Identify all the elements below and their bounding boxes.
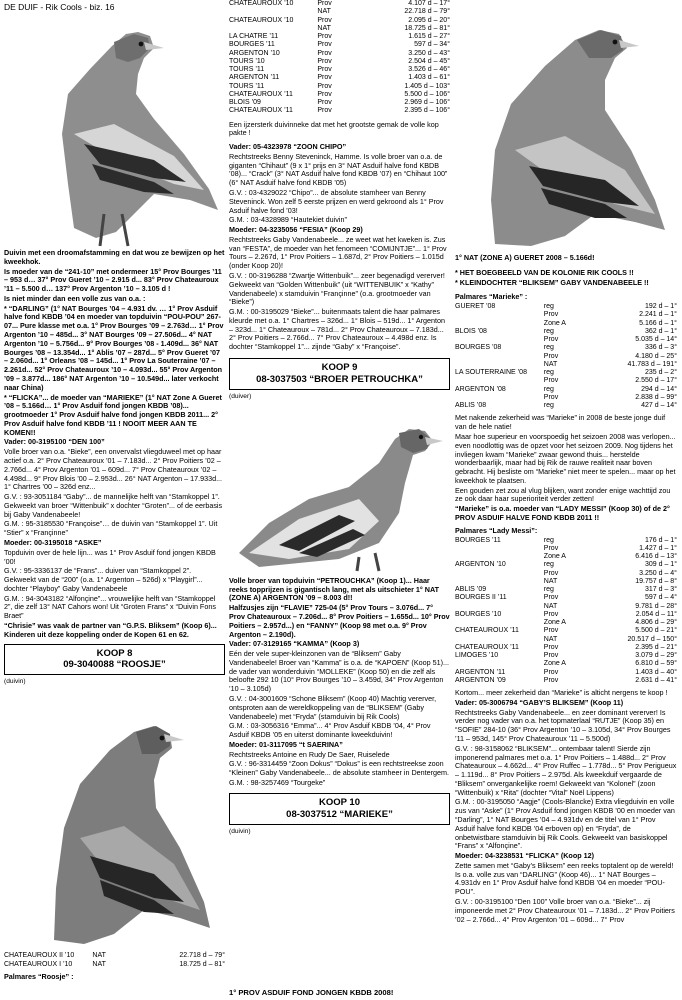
race-name	[455, 394, 544, 402]
race-result: 176 d – 1°	[645, 536, 677, 544]
text-paragraph: Rechtstreeks Antoine en Rudy De Saer, Ruiselede	[229, 749, 390, 759]
race-category: Prov	[317, 74, 332, 82]
result-row	[229, 107, 450, 115]
race-category: Zone A	[543, 660, 566, 668]
race-result: 9.781 d – 28°	[635, 602, 677, 610]
race-name: ARGENTON ’11	[229, 74, 280, 82]
text-paragraph: * HET BOEGBEELD VAN DE KOLONIE RIK COOLS !!	[455, 267, 634, 277]
race-category: Prov	[543, 336, 559, 344]
text-paragraph: Volle broer van topduivin “PETROUCHKA” (Koop 1)... Haar reeks topprijzen is gigantisch lang, met als uitschieter 1° NAT (ZONE A) ARGENTON ’09 – 8.003 d!!	[229, 575, 440, 603]
text-paragraph: G.M. : 94-3043182 “Alfonçine”... vrouwelijke helft van “Stamkoppel 2”, die zelf 13° NAT Cahors won! Uit “Groten Frans” x “Duivin Fons Braet”	[4, 593, 216, 621]
koop9-title: KOOP 9	[321, 362, 358, 374]
race-category: Prov	[317, 16, 332, 24]
race-result: 192 d – 1°	[645, 303, 677, 311]
text-paragraph: Moeder: 01-3117095 “t SAERINA”	[229, 739, 343, 749]
text-paragraph: * KLEINDOCHTER “BLIKSEM” GABY VANDENABEELE !!	[455, 277, 649, 287]
race-result: 4.180 d – 25°	[635, 352, 677, 360]
result-row	[229, 91, 450, 99]
race-result: 2.395 d – 21°	[635, 643, 677, 651]
text-paragraph: Een gouden zet zou al vlug blijken, want zonder enige wachttijd zou ze ook daar haar superioriteit verder zetten!	[455, 485, 671, 504]
text-paragraph: Eén der vele super-kleinzonen van de “Bliksem” Gaby Vandenabeele! Broer van “Kamma” is o.a. de “KAPOEN” (Koop 51)... de vader van wonderduivin “MOLLEKE” (Koop 50) en die zelf als beloofte 292 10 (10° Prov Bourges ’10 – 3.459d, 34° Prov Argenton ’10 – 3.105d)	[229, 649, 449, 694]
result-row	[455, 553, 677, 561]
race-category: Prov	[543, 377, 559, 385]
race-name: BOURGES ’11	[455, 536, 501, 544]
race-category: Prov	[317, 107, 332, 115]
race-result: 235 d – 2°	[645, 369, 677, 377]
text-paragraph: Moeder: 00-3195018 “ASKE”	[4, 538, 102, 547]
result-row	[4, 961, 225, 969]
race-name	[229, 25, 317, 33]
race-category: Prov	[543, 643, 559, 651]
race-result: 317 d – 3°	[645, 586, 677, 594]
race-category: Prov	[543, 668, 559, 676]
text-paragraph: Zette samen met “Gaby’s Bliksem” een reeks toptalent op de wereld! Is o.a. volle zus van “DARLING” (Koop 46)... 1° NAT Bourges – 4.931dv en 1° Prov Asduif halve fond KBDB ’04 en moeder “POU-POU”.	[455, 860, 674, 897]
race-result: 2.838 d – 99°	[635, 393, 677, 401]
result-row	[455, 594, 677, 602]
text-paragraph: Met nakende zekerheid was “Marieke” in 2008 de beste jonge duif van de hele natie!	[455, 413, 666, 432]
result-row	[229, 50, 450, 58]
race-result: 20.517 d – 150°	[627, 635, 677, 643]
text-paragraph: Moeder: 04-3238531 “FLICKA” (Koop 12)	[455, 851, 594, 861]
text-paragraph: G.V. : 98-3158062 “BLIKSEM”... ontembaar talent! Sierde zijn imponerend palmares met o.a. 1° Prov Poitiers – 1.488d... 2° Prov Chateauroux – 4.662d... 4° Prov Ruffec – 1.778d... 5° Prov Perigueux – 1.119d... 8° Prov Poitiers – 2.975d. Als kweekduif vergaarde de “Bliksem” onvergankelijke roem! Gekweekt van “Kolonel” (zoon “Wittenbuik) x “Rita” (dochter “Vital” Noël Lippens)	[455, 743, 677, 797]
race-result: 336 d – 3°	[645, 344, 677, 352]
race-category: reg	[543, 536, 554, 544]
race-name	[455, 578, 544, 586]
text-paragraph: G.M. : 95-3185530 “Françoise”… de duivin van “Stamkoppel 1”. Uit “Stier” x “Françinne”	[4, 519, 218, 538]
race-result: 2.550 d – 17°	[635, 377, 677, 385]
race-name: ARGENTON ’10	[229, 49, 280, 57]
race-name	[455, 603, 544, 611]
race-name	[229, 8, 317, 16]
race-name	[455, 353, 544, 361]
text-paragraph: Rechtstreeks Gaby Vandenabeele... en zeer dominant vererver! Is verder nog vader van o.a. het topmaterlaal “RUTJE” (Koop 35) en “SOFIE” 284-10 (36° Prov Argenton ’10 – 3.105d, 34° Prov Bourges ’11 – 953d, 145° Prov Chateauroux ’11 – 5.500d)	[455, 707, 671, 743]
race-result: 6.810 d – 59°	[635, 660, 677, 668]
result-row	[455, 353, 677, 361]
race-category: Prov	[543, 544, 559, 552]
race-category: Prov	[317, 41, 332, 49]
race-result: 1.403 d – 61°	[408, 74, 450, 82]
column-2	[229, 0, 450, 1000]
text-paragraph: Topduivin over de hele lijn... was 1° Prov Asduif fond jongen KBDB ’00!	[4, 547, 216, 566]
race-name: CHATEAUROUX II ’10	[4, 952, 75, 960]
race-result: 1.403 d – 40°	[635, 668, 677, 676]
text-paragraph: Vader: 07-3129165 “KAMMA” (Koop 3)	[229, 639, 360, 649]
race-name: BLOIS ’08	[455, 327, 487, 335]
race-name	[455, 336, 544, 344]
pigeon-icon	[62, 32, 218, 246]
race-category: Prov	[543, 393, 559, 401]
race-category: Prov	[317, 82, 332, 90]
koop8-subtitle: 09-3040088 “ROOSJE”	[63, 659, 166, 671]
race-category: Prov	[543, 311, 559, 319]
race-result: 2.095 d – 20°	[408, 16, 450, 24]
race-category: NAT	[543, 602, 558, 610]
result-row	[455, 627, 677, 635]
race-name	[455, 320, 544, 328]
race-category: Prov	[543, 594, 559, 602]
race-result: 3.526 d – 46°	[408, 66, 450, 73]
text-paragraph: Vader: 05-3006794 “GABY’S BLIKSEM” (Koop 11)	[455, 697, 624, 707]
race-name: BOURGES ’10	[455, 610, 502, 618]
race-category: Prov	[317, 99, 332, 106]
race-name: BOURGES ’11	[229, 41, 275, 49]
pigeon-photo-1	[4, 14, 225, 249]
result-row	[229, 33, 450, 41]
race-name: ABLIS ’09	[455, 586, 487, 594]
text-paragraph: Duivin met een droomafstamming en dat wou ze bewijzen op het kweekhok.	[4, 248, 225, 266]
race-category: Prov	[543, 652, 559, 660]
race-result: 18.725 d – 81°	[179, 960, 225, 968]
race-name: BOURGES ’08	[455, 344, 502, 352]
marieke-pedigree	[455, 689, 677, 924]
race-name: CHATEAUROUX ’11	[455, 627, 519, 635]
race-name	[455, 636, 544, 644]
koop8-title: KOOP 8	[96, 647, 133, 659]
race-result: 6.416 d – 13°	[635, 553, 677, 561]
race-category: Prov	[317, 0, 332, 7]
text-paragraph: Is niet minder dan een volle zus van o.a. :	[4, 293, 146, 303]
race-result: 4.806 d – 29°	[635, 619, 677, 627]
race-name: ABLIS ’08	[455, 402, 487, 410]
koop9-box	[229, 358, 450, 390]
koop8-palmares-label: Palmares “Roosje” :	[4, 971, 74, 981]
race-name: ARGENTON ’09	[455, 676, 506, 684]
column-1	[4, 14, 225, 1000]
pigeon-icon	[54, 726, 210, 944]
race-result: 597 d – 34°	[414, 41, 450, 49]
result-row	[455, 361, 677, 369]
race-category: Prov	[543, 627, 559, 635]
race-result: 2.504 d – 45°	[408, 57, 450, 65]
palmares-marieke-table	[455, 303, 677, 410]
result-row	[455, 344, 677, 352]
race-category: Prov	[317, 90, 332, 98]
race-category: NAT	[317, 24, 331, 32]
race-category: reg	[543, 303, 554, 311]
race-category: Prov	[543, 676, 559, 684]
race-result: 1.615 d – 27°	[408, 33, 450, 40]
race-result: 41.783 d – 191°	[627, 360, 677, 368]
result-row	[229, 66, 450, 74]
race-result: 22.718 d – 79°	[179, 952, 225, 960]
text-paragraph: G.V. : 93-3051184 “Gaby”... de mannelijke helft van “Stamkoppel 1”. Gekweekt van broer “Wittenbuik” x dochter “Groten”... of de eerbasis bij Gaby Vandenabeele!	[4, 492, 223, 519]
page-header: DE DUIF - Rik Cools - biz. 16	[4, 2, 115, 12]
race-name: TOURS ’10	[229, 57, 265, 65]
result-row	[229, 17, 450, 25]
race-name: CHATEAUROUX ’11	[455, 643, 519, 651]
text-paragraph: “Marieke” is o.a. moeder van “LADY MESSI” (Koop 30) of de 2° PROV ASDUIF HALVE FOND KBDB 2011 !!	[455, 504, 670, 522]
race-category: reg	[543, 344, 554, 352]
race-category: Prov	[317, 57, 332, 65]
race-result: 3.250 d – 43°	[408, 49, 450, 57]
result-row	[455, 561, 677, 569]
race-result: 309 d – 1°	[645, 561, 677, 569]
text-paragraph: G.V. : 04-3001609 “Schone Bliksem” (Koop 40) Machtig vererver, ontsproten aan de wereldkoppeling van de “BLIKSEM” (Gaby Vandenabeele) met “Fryda” (stamduivin bij Rik Cools)	[229, 693, 437, 721]
race-name: TOURS ’11	[229, 82, 265, 90]
text-paragraph: * “DARLING” (1° NAT Bourges ’04 – 4.931 dv. … 1° Prov Asduif halve fond KBDB ’04 en moeder van topduivin “POU-POU” 267-07... Pure klasse met o.a. 1° Prov Bourges ’09 – 2.763d… 1° Prov Argenton ’10 – 485d... 3° NAT Bourges ’09 – 27.506d... 4° NAT Argenton ’10 – 5.756d... 9° Prov Bourges ’08 - 1.409d... 36° NAT Bourges ’08 – 13.354d... 1° Ablis ’07 – 287d... 5° Prov Gueret ’07 – 2.060d... 1° Orleans ’08 – 145d... 1° Prov La Souterraine ’07 – 2.261d... 52° Prov Chateauroux ’10 – 4.093d... 55° Prov Argenton ’09 – 3.877d... 186° NAT Argenton ’10 – 10.549d... later verkocht naar China)	[4, 303, 224, 392]
race-name	[455, 311, 544, 319]
race-name: BOURGES II ’11	[455, 594, 507, 602]
race-result: 5.500 d – 21°	[635, 627, 677, 635]
result-row	[455, 603, 677, 611]
race-category: NAT	[317, 8, 331, 16]
race-name: CHATEAUROUX ’11	[229, 90, 293, 98]
text-paragraph: Rechtstreeks Gaby Vandenabeele... ze weet wat het kweken is. Zus van “FESTA”, de moeder van het fenomeen “COMIJNTJE”... 1° Prov Tours – 2.267d, 1° Prov Poitiers – 1.687d, 2° Prov Poitiers – 1.015d (onder Koop 20)!	[229, 234, 447, 271]
race-category: reg	[543, 586, 554, 594]
race-category: Prov	[317, 33, 332, 40]
koop8-palmares-table	[229, 0, 450, 116]
race-name: CHATEAUROUX ’10	[229, 0, 294, 7]
result-row	[229, 83, 450, 91]
race-result: 2.969 d – 106°	[404, 99, 450, 106]
race-name	[455, 361, 544, 369]
race-category: NAT	[92, 952, 106, 960]
result-row	[455, 386, 677, 394]
result-row	[229, 25, 450, 33]
race-result: 1.427 d – 1°	[639, 544, 677, 552]
result-row	[229, 0, 450, 8]
race-name: GUERET ’08	[455, 303, 496, 311]
race-name: CHATEAUROUX ’11	[229, 107, 293, 115]
race-name	[455, 377, 544, 385]
pigeon-icon	[239, 429, 443, 571]
race-category: NAT	[543, 635, 558, 643]
text-paragraph: Kortom... meer zekerheid dan “Marieke” is alticht nergens te koop !	[455, 688, 668, 698]
race-result: 3.079 d – 29°	[635, 652, 677, 660]
race-category: NAT	[543, 577, 558, 585]
text-paragraph: Volle broer van o.a. “Bieke”, een onvervalst vliegduweel met op haar actief o.a. 2° Prov Chateauroux ’01 – 7.183d... 2° Prov Poitiers ’02 – 2.766d... 4° Prov Argenton ’01 – 609d... 7° Prov Chateauroux ’02 – 4.498d... 9° Prov Blois ’00 – 2.953d... 26° NAT Argenton – 17.933d... 1° Chartres ’00 – 326d enz...	[4, 447, 223, 492]
koop10-caption: (duivin)	[229, 827, 251, 835]
race-result: 5.035 d – 14°	[635, 336, 677, 344]
palmares-marieke-title: Palmares “Marieke” :	[455, 292, 528, 302]
text-paragraph: G.M. : 03-4328989 “Hautekiet duivin”	[229, 215, 347, 225]
pigeon-photo-koop9	[229, 403, 450, 573]
text-paragraph: Maar hoe superieur en voorspoedig het seizoen 2008 was verlopen... even noodlottig was de opzet voor het seizoen 2009. Nog tijdens het invliegen kwam “Marieke” zwaar gewond thuis... herstelde wonderbaarlijk, maar had bij Rik de rauwe realiteit naar boven gebracht. Hij besliste om “Marieke” niet meer te spelen... maar op het kweekhok te plaatsen.	[455, 431, 676, 485]
race-name	[455, 619, 544, 627]
race-result: 2.631 d – 41°	[635, 676, 677, 684]
result-row	[455, 611, 677, 619]
text-paragraph: Vader: 05-4323978 “ZOON CHIPO”	[229, 142, 347, 152]
text-paragraph: G.M. : 98-3257469 “Tourgeke”	[229, 778, 326, 787]
result-row	[455, 578, 677, 586]
koop8-note: Een ijzersterk duivinneke dat met het grootste gemak de volle kop pakte !	[229, 119, 439, 138]
result-row	[455, 320, 677, 328]
race-result: 427 d – 14°	[641, 402, 677, 410]
race-result: 2.395 d – 106°	[404, 107, 450, 115]
race-result: 2.054 d – 11°	[635, 610, 677, 618]
text-paragraph: G.M. : 00-3195029 “Bieke”... buitenmaats talent die haar palmares kleurde met o.a. 1° Chartres – 326d... 1° Blois – 519d... 1° Argenton – 323d... 1° Chateauroux – 781d... 2° Prov Chateauroux – 7.183d... 2° Prov Poitiers – 2.766d... 7° Prov Chateauroux – 4.498d enz. Is dochter “Stamkoppel 1”... zijnde “Gaby” x “Françoise”.	[229, 307, 445, 352]
result-row	[455, 336, 677, 344]
text-paragraph: G.M. : 03-3056316 “Emma”... 4° Prov Asduif KBDB ’04, 4° Prov Asduif KBDB ’05 en uiterst dominante kweekduivin!	[229, 721, 431, 740]
race-category: reg	[543, 402, 554, 410]
race-result: 597 d – 4°	[645, 594, 677, 602]
koop8-results-table	[4, 952, 225, 969]
result-row	[455, 537, 677, 545]
pigeon-icon	[491, 30, 665, 246]
race-category: reg	[543, 385, 554, 393]
koop10-box	[229, 793, 450, 825]
race-name: CHATEAUROUX ’10	[229, 16, 294, 24]
race-category: Zone A	[543, 619, 566, 627]
marieke-description	[455, 414, 677, 522]
race-result: 19.757 d – 8°	[635, 577, 677, 585]
result-row	[455, 545, 677, 553]
race-name: LIMOGES ’10	[455, 652, 499, 660]
koop8-caption: (duivin)	[4, 678, 26, 686]
race-name	[455, 545, 544, 553]
race-result: 2.241 d – 1°	[639, 311, 677, 319]
result-row	[229, 99, 450, 107]
race-category: Zone A	[543, 319, 566, 327]
race-name	[455, 570, 544, 578]
race-name	[455, 660, 544, 668]
race-result: 362 d – 1°	[645, 327, 677, 335]
text-paragraph: G.M. : 00-3195050 “Aagje” (Cools-Blancke) Extra vliegduivin en volle zus van “Aske” (1° Prov Asduif fond jongen KBDB ’00 en moeder van “Darling”, 1° NAT Bourges ’04 – 4.931dv en de titel van 1° Prov Asduif halve fond KBDB ’04 erboven op) en “Fryda”, de onbetwistbare stamduivin bij Rik Cools. Gekweekt van basiskoppel “Frans” x “Alfonçine”.	[455, 797, 675, 851]
result-row	[455, 660, 677, 668]
koop7-description	[4, 249, 225, 640]
race-result: 3.250 d – 4°	[639, 569, 677, 577]
palmares-lady-messi-title: Palmares “Lady Messi”:	[455, 525, 538, 535]
palmares-lady-messi-table	[455, 537, 677, 686]
result-row	[455, 311, 677, 319]
race-category: NAT	[92, 960, 106, 968]
result-row	[229, 74, 450, 82]
pigeon-photo-koop8	[4, 688, 225, 950]
race-category: reg	[543, 327, 554, 335]
pigeon-photo-koop10	[455, 0, 677, 250]
result-row	[455, 394, 677, 402]
text-paragraph: G.V. : 03-4329022 “Chipo”... de absolute stamheer van Benny Steveninck. Won zelf 5 eerste prijzen en werd gekroond als 1° Prov Asduif halve fond ’03!	[229, 187, 444, 215]
koop10-photo-caption: 1° NAT (ZONE A) GUERET 2008 – 5.166d!	[455, 253, 595, 262]
koop8-pedigree	[229, 143, 450, 352]
race-category: Prov	[543, 352, 559, 360]
result-row	[455, 377, 677, 385]
text-paragraph: * “FLICKA”... de moeder van “MARIEKE” (1° NAT Zone A Gueret ’08 – 5.166d… 1° Prov Asduif fond jongen KBDB ’08)... grootmoeder 1° Prov Asduif halve fond jongen KBDB 2011... 2° Prov Asduif halve fond KBDB ’11 ! NOOIT MEER AAN TE KOMEN!!	[4, 392, 222, 437]
text-paragraph: Is moeder van de “241-10” met ondermeer 15° Prov Bourges ’11 – 953 d… 37° Prov Gueret ’10 – 2.915 d... 83° Prov Chateauroux ’11 – 5.500 d… 137° Prov Argenton ’10 – 3.105 d !	[4, 266, 222, 294]
text-paragraph: “Chrisie” was vaak de partner van “G.P.S. Bliksem” (Koop 6)... Kinderen uit deze koppeling onder de Kopen 61 en 62.	[4, 621, 217, 639]
race-category: reg	[543, 561, 554, 569]
result-row	[455, 677, 677, 685]
result-row	[455, 328, 677, 336]
text-paragraph: G.V. : 95-3336137 de “Frans”... duiver van “Stamkoppel 2”. Gekweekt van de “200” (o.a. 1° Argenton – 526d) x “Playgirl”... dochter “Playboy” Gaby Vandenabeele	[4, 566, 203, 593]
result-row	[455, 636, 677, 644]
koop10-title: KOOP 10	[318, 796, 360, 808]
text-paragraph: Halfzusjes zijn “FLAVIE” 725-04 (5° Prov Tours – 3.076d... 7° Prov Chateauroux – 7.206d... 8° Prov Poitiers – 1.655d... 10° Prov Poitiers – 2.957d...) en “FANNY” (Koop 98 met o.a. 9° Prov Argenton – 2.190d).	[229, 603, 450, 639]
result-row	[455, 669, 677, 677]
result-row	[455, 586, 677, 594]
result-row	[455, 402, 677, 410]
text-paragraph: G.V. : 00-3195100 “Den 100” Volle broer van o.a. “Bieke”... zij imponeerde met 2° Prov Chateauroux ’01 – 7.183d... 2° Prov Poitiers ’02 – 2.766d... 4° Prov Argenton ’01 – 609d... 7° Prov	[455, 897, 675, 924]
column-3	[455, 0, 677, 1000]
race-category: Prov	[543, 569, 559, 577]
koop10-highlights	[455, 269, 677, 288]
race-name: TOURS ’11	[229, 66, 265, 73]
text-paragraph: Rechtstreeks Benny Steveninck, Hamme. Is volle broer van o.a. de giganten “Chihaut” (9 x 1° prijs en 3° NAT Asduif halve fond KBDB ’08)... “Crack” (3° NAT Asduif halve fond KBDB ’07) en “Chihaut 100” (6° NAT Asduif halve fond KBDB ’05)	[229, 151, 448, 188]
race-result: 5.500 d – 106°	[404, 90, 450, 98]
race-result: 18.725 d – 81°	[404, 24, 450, 32]
race-category: Prov	[543, 610, 559, 618]
race-name: LA SOUTERRAINE ’08	[455, 369, 527, 377]
result-row	[455, 570, 677, 578]
race-name: ARGENTON ’08	[455, 385, 506, 393]
race-result: 4.107 d – 17°	[408, 0, 450, 7]
text-paragraph: Vader: 00-3195100 “DEN 100”	[4, 437, 105, 447]
koop10-subtitle: 08-3037512 “MARIEKE”	[286, 808, 393, 820]
race-name	[455, 553, 544, 561]
race-name: CHATEAUROUX I ’10	[4, 960, 73, 968]
result-row	[229, 8, 450, 16]
koop10-headline: 1° PROV ASDUIF FOND JONGEN KBDB 2008!	[229, 988, 394, 997]
text-paragraph: G.V. : 00-3196288 “Zwartje Wittenbuik”... zeer begenadigd vererver! Gekweekt van “Golden Wittenbuik” (uit “WITTENBUIK” x “Kathy” Vandenabeele) x stamduivin “Françinne” (o.a. grootmoeder van “Bieke”)	[229, 271, 445, 307]
race-result: 1.405 d – 103°	[404, 82, 450, 90]
result-row	[455, 644, 677, 652]
race-category: Zone A	[543, 553, 566, 561]
race-name: ARGENTON ’11	[455, 668, 506, 676]
result-row	[229, 41, 450, 49]
text-paragraph: G.V. : 96-3314459 “Zoon Dokus” “Dokus” is een rechtstreekse zoon “Kleinen” Gaby Vandenabeele... de absolute stamheer in Dentergem.	[229, 759, 450, 778]
race-name: ARGENTON ’10	[455, 561, 506, 569]
race-result: 22.718 d – 79°	[404, 8, 450, 16]
koop9-caption: (duiver)	[229, 392, 252, 400]
race-category: Prov	[317, 49, 332, 57]
koop8-box	[4, 644, 225, 676]
race-name: BLOIS ’09	[229, 99, 261, 106]
race-result: 294 d – 14°	[641, 385, 677, 393]
race-category: NAT	[543, 360, 558, 368]
race-category: Prov	[317, 66, 332, 73]
text-paragraph: Moeder: 04-3235056 “FESIA” (Koop 29)	[229, 225, 363, 235]
result-row	[229, 58, 450, 66]
race-name: LA CHATRE ’11	[229, 33, 279, 40]
koop9-subtitle: 08-3037503 “BROER PETROUCHKA”	[256, 373, 423, 385]
koop9-description	[229, 577, 450, 788]
result-row	[4, 952, 225, 960]
race-category: reg	[543, 369, 554, 377]
race-result: 5.166 d – 1°	[639, 319, 677, 327]
